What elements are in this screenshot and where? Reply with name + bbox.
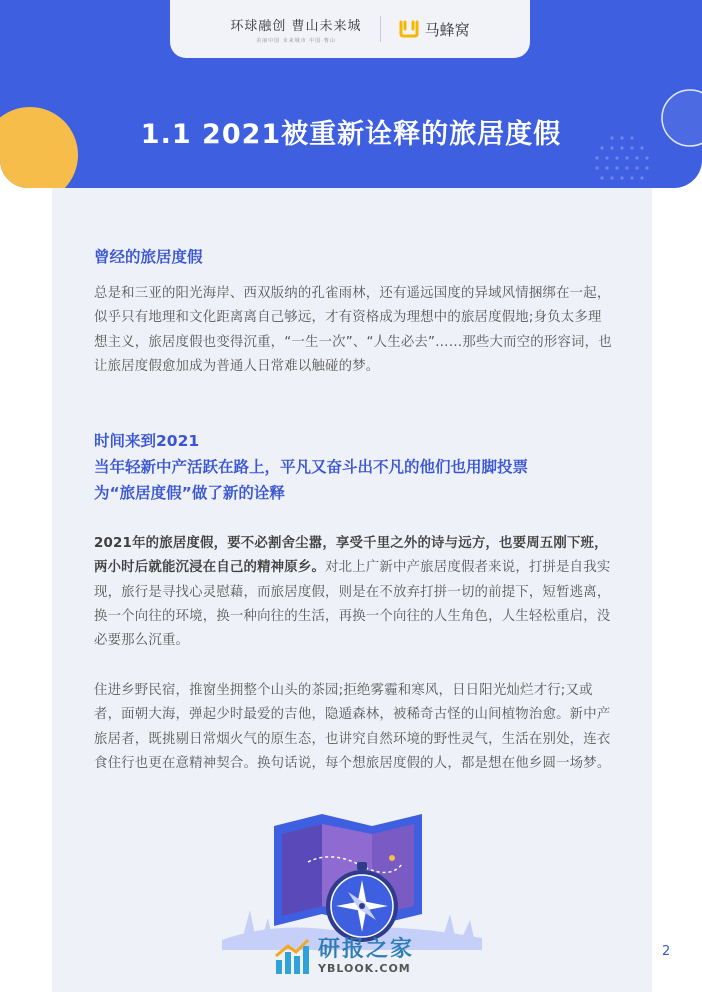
map-compass-illustration bbox=[212, 810, 492, 950]
page-number: 2 bbox=[662, 944, 671, 959]
bar-chart-logo-icon bbox=[272, 936, 312, 976]
header-band bbox=[0, 0, 702, 188]
emphasis-text: 2021年的旅居度假，要不必割舍尘嚣，享受千里之外的诗与远方，也要周五刚下班，两小时后就能沉浸在自己的精神原乡。 bbox=[94, 536, 608, 576]
mafengwo-logo-icon bbox=[399, 20, 419, 38]
section-paragraph-2021 bbox=[94, 532, 612, 653]
heading-line: 时间来到2021 bbox=[94, 432, 200, 450]
logo-tab bbox=[170, 0, 530, 58]
mafengwo-name: 马蜂窝 bbox=[424, 20, 470, 39]
section-paragraph-lifestyle: 住进乡野民宿，推窗坐拥整个山头的茶园;拒绝雾霾和寒风，日日阳光灿烂才行;又或者，面朝大海，弹起少时最爱的吉他，隐遁森林，被稀奇古怪的山间植物治愈。新中产旅居者，既挑剔日常烟火气的原生态，也讲究自然环境的野性灵气，生活在别处，连衣食住行也更在意精神契合。换句话说，每个想旅居度假的人，都是想在他乡圆一场梦。 bbox=[94, 683, 611, 771]
logo-divider bbox=[380, 16, 381, 42]
section-heading-past: 曾经的旅居度假 bbox=[94, 248, 203, 266]
brand-name: 环球融创 曹山未来城 bbox=[230, 18, 362, 34]
page-title: 1.1 2021被重新诠释的旅居度假 bbox=[140, 119, 562, 150]
watermark-url: YBLOOK.COM bbox=[318, 961, 411, 975]
watermark-name: 研报之家 bbox=[318, 936, 415, 962]
watermark bbox=[272, 936, 414, 976]
brand-logo-mafengwo bbox=[399, 19, 470, 40]
heading-line: 为“旅居度假”做了新的诠释 bbox=[94, 484, 285, 502]
heading-line: 当年轻新中产活跃在路上，平凡又奋斗出不凡的他们也用脚投票 bbox=[94, 458, 529, 476]
section-heading-2021 bbox=[94, 428, 528, 506]
brand-logo-global bbox=[230, 15, 361, 44]
section-paragraph-past: 总是和三亚的阳光海岸、西双版纳的孔雀雨林，还有遥远国度的异域风情捆绑在一起，似乎只有地理和文化距离离自己够远，才有资格成为理想中的旅居度假地;身负太多理想主义，旅居度假也变得沉重，“一生一次”、“人生必去”……那些大而空的形容词，也让旅居度假愈加成为普通人日常难以触碰的梦。 bbox=[94, 286, 612, 374]
body-text: 对北上广新中产旅居度假者来说，打拼是自我实现，旅行是寻找心灵慰藉，而旅居度假，则是在不放弃打拼一切的前提下，短暂逃离，换一个向往的环境，换一种向往的生活，再换一个向往的人生角色，人生轻松重启，没必要那么沉重。 bbox=[94, 560, 611, 649]
brand-tagline: 美丽中国 未来城市 中国·曹山 bbox=[256, 37, 336, 44]
